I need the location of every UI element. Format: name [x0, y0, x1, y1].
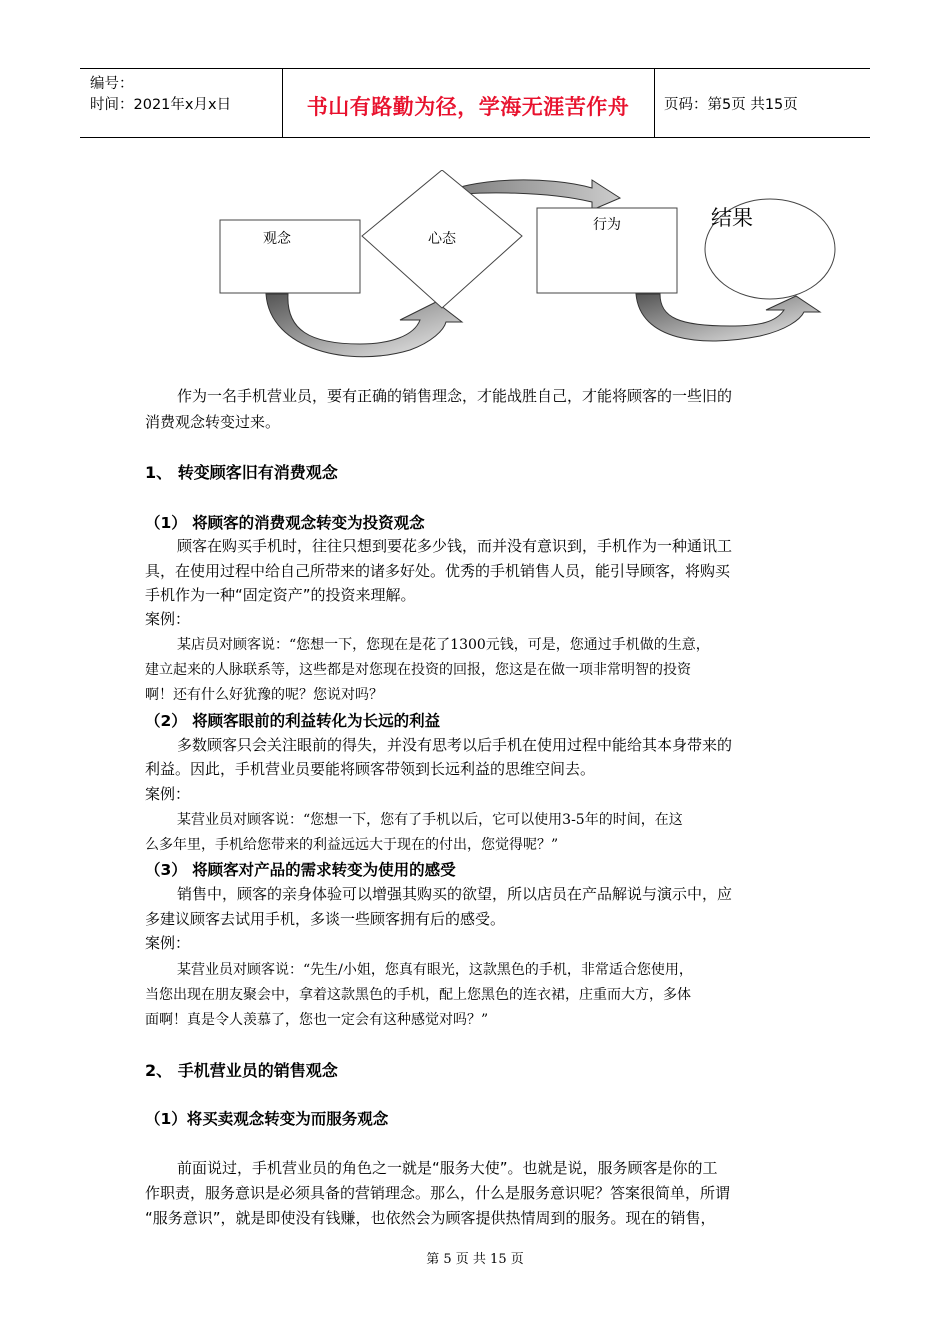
paragraph-line: 多数顾客只会关注眼前的得失，并没有思考以后手机在使用过程中能给其本身带来的 — [177, 736, 733, 754]
subsection-2-1-heading: （1）将买卖观念转变为而服务观念 — [145, 1110, 389, 1128]
header-info-cell — [80, 69, 283, 137]
page-footer: 第 5 页 共 15 页 — [426, 1252, 524, 1267]
case-label: 案例： — [145, 934, 191, 952]
case-line: 面啊！真是令人羡慕了，您也一定会有这种感觉对吗？” — [145, 1012, 489, 1028]
bottom-curved-arrow-left — [266, 294, 462, 357]
paragraph-line: 作职责，服务意识是必须具备的营销理念。那么，什么是服务意识呢？答案很简单，所谓 — [145, 1184, 731, 1202]
case-line: 当您出现在朋友聚会中，拿着这款黑色的手机，配上您黑色的连衣裙，庄重而大方，多体 — [145, 987, 691, 1003]
paragraph-line: 顾客在购买手机时，往往只想到要花多少钱，而并没有意识到，手机作为一种通讯工 — [177, 537, 733, 555]
concept-label: 观念 — [263, 231, 291, 247]
subsection-1-1-heading: （1） 将顾客的消费观念转变为投资观念 — [145, 514, 425, 532]
paragraph-line: 具，在使用过程中给自己所带来的诸多好处。优秀的手机销售人员，能引导顾客，将购买 — [145, 562, 731, 580]
case-line: 某营业员对顾客说：“您想一下，您有了手机以后，它可以使用3-5年的时间，在这 — [177, 812, 683, 828]
case-label: 案例： — [145, 610, 191, 628]
subsection-1-2-heading: （2） 将顾客眼前的利益转化为长远的利益 — [145, 712, 441, 730]
header-number: 编号： — [90, 76, 134, 92]
header-page-cell — [654, 69, 870, 137]
case-line: 某店员对顾客说：“您想一下，您现在是花了1300元钱，可是，您通过手机做的生意， — [177, 637, 710, 653]
paragraph-line: 利益。因此，手机营业员要能将顾客带领到长远利益的思维空间去。 — [145, 760, 596, 778]
case-line: 么多年里，手机给您带来的利益远远大于现在的付出，您觉得呢？” — [145, 837, 559, 853]
header-page: 页码：第5页 共15页 — [664, 97, 798, 113]
concept-flow-diagram — [200, 170, 840, 375]
subsection-1-3-heading: （3） 将顾客对产品的需求转变为使用的感受 — [145, 861, 456, 879]
bottom-curved-arrow-right — [636, 294, 820, 341]
paragraph-line: 销售中，顾客的亲身体验可以增强其购买的欲望，所以店员在产品解说与演示中，应 — [177, 885, 733, 903]
intro-line: 消费观念转变过来。 — [145, 413, 281, 431]
case-line: 啊！还有什么好犹豫的呢？您说对吗？ — [145, 687, 383, 703]
result-label: 结果 — [711, 206, 753, 230]
page-header — [80, 68, 870, 138]
paragraph-line: “服务意识”，就是即使没有钱赚，也依然会为顾客提供热情周到的服务。现在的销售， — [145, 1209, 716, 1227]
paragraph-line: 多建议顾客去试用手机，多谈一些顾客拥有后的感受。 — [145, 910, 506, 928]
header-time: 时间：2021年x月x日 — [90, 97, 232, 113]
mindset-label: 心态 — [428, 231, 456, 247]
paragraph-line: 手机作为一种“固定资产”的投资来理解。 — [145, 586, 416, 604]
case-label: 案例： — [145, 785, 191, 803]
header-motto-cell — [282, 69, 655, 137]
case-line: 某营业员对顾客说：“先生/小姐，您真有眼光，这款黑色的手机，非常适合您使用， — [177, 962, 693, 978]
behavior-label: 行为 — [593, 217, 621, 233]
case-line: 建立起来的人脉联系等，这些都是对您现在投资的回报，您这是在做一项非常明智的投资 — [145, 662, 691, 678]
section-2-heading: 2、 手机营业员的销售观念 — [145, 1061, 338, 1080]
intro-line: 作为一名手机营业员，要有正确的销售理念，才能战胜自己，才能将顾客的一些旧的 — [177, 387, 733, 405]
section-1-heading: 1、 转变顾客旧有消费观念 — [145, 463, 338, 482]
paragraph-line: 前面说过，手机营业员的角色之一就是“服务大使”。也就是说，服务顾客是你的工 — [177, 1159, 718, 1177]
header-motto: 书山有路勤为径，学海无涯苦作舟 — [306, 95, 630, 119]
